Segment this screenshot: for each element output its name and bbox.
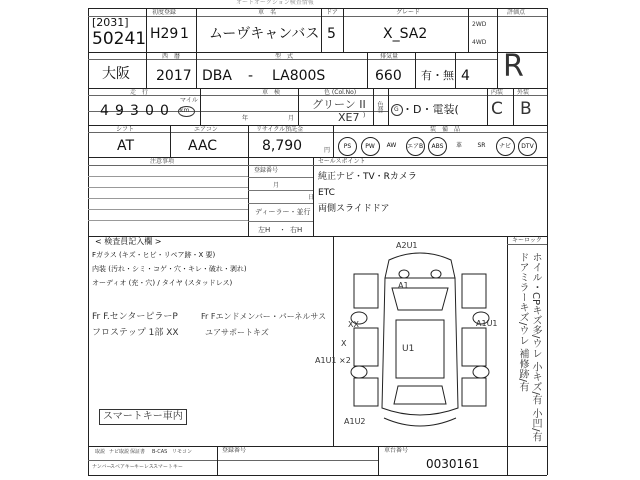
smart-key-note: スマートキー車内	[99, 409, 187, 425]
note-left-1: Fr F.センターピラーP	[92, 312, 178, 322]
keycheck-row-label: 月	[273, 182, 280, 189]
rule-right	[547, 8, 548, 475]
side-notes: ホイル・CPキズ多/ウレ 小キズ/有 小凹/有 ドアミラーキズ/ウレ 補修跡/有	[517, 252, 541, 442]
mark-bottom: A1U2	[344, 417, 366, 426]
recycle-fee: 8,790	[262, 138, 303, 154]
rear-bumper	[384, 418, 456, 426]
mileage-digit: 0	[160, 103, 169, 119]
sales-point: 両側スライドドア	[318, 204, 390, 214]
bottom-label: ナビ取説	[109, 449, 130, 455]
equipment-item: AW	[386, 142, 397, 149]
mileage-digit: 9	[115, 103, 124, 119]
inspection-title: < 検査員記入欄 >	[95, 237, 162, 246]
mileage-digit: 3	[130, 103, 139, 119]
right-quarter	[462, 378, 486, 406]
mark-left-upper: XX	[348, 320, 359, 329]
bottom-label: 保証書	[130, 449, 146, 455]
bottom-label: キーレス	[134, 464, 154, 470]
color-marks: ・D・電装(	[402, 103, 459, 116]
glass-line: Fガラス (キズ・ヒビ・リペア跡・X 要)	[92, 251, 216, 259]
seats: 4	[461, 68, 470, 84]
mileage-digit: 0	[145, 103, 154, 119]
color-name: グリーン II	[312, 98, 366, 111]
mileage-unit: km	[180, 107, 190, 114]
chassis-number: 0030161	[426, 457, 480, 471]
mark-top: A2U1	[396, 241, 418, 250]
note-right-2: ユアサポートキズ	[205, 328, 269, 337]
lot-box-no: [2031]	[92, 16, 129, 29]
equipment-item: DTV	[518, 137, 537, 156]
audio-line: オーディオ (充・穴) / タイヤ (スタッドレス)	[92, 279, 233, 287]
aircon: AAC	[188, 138, 218, 154]
left-front-door	[354, 274, 378, 308]
keycheck-row-label: 登録番号	[254, 167, 279, 174]
rule-6	[88, 446, 547, 447]
right-rear-wheel	[473, 366, 489, 378]
equipment-item: エアB	[406, 137, 425, 156]
sales-point: 純正ナビ・TV・Rカメラ	[318, 172, 417, 182]
fuel: 有・無	[421, 69, 454, 82]
mark-left-low: A1U1 ×2	[315, 356, 351, 365]
bottom-label: ナンバー	[92, 464, 112, 470]
note-left-2: フロステップ 1部 XX	[92, 328, 179, 338]
bottom-label: スマートキー	[153, 464, 183, 470]
equipment-item: PS	[338, 137, 357, 156]
displacement: 660	[375, 68, 402, 84]
equipment-item: SR	[477, 142, 486, 149]
equipment-item: 革	[455, 142, 462, 149]
mark-left-mid: X	[341, 339, 347, 348]
exterior-score: B	[520, 99, 532, 119]
mark-center: U1	[402, 344, 415, 354]
dealer-label: ディーラー・並行	[255, 208, 311, 216]
model-code: LA800S	[272, 68, 326, 84]
model-prefix: DBA	[202, 68, 232, 84]
equipment-item: ABS	[428, 137, 447, 156]
mark-right: A1U1	[476, 319, 498, 328]
car-name: ムーヴキャンバス	[209, 26, 320, 42]
era-year: H29	[150, 26, 179, 42]
rule-bottom	[88, 475, 547, 476]
bottom-label: スペアキー	[110, 464, 135, 470]
body-outline	[382, 278, 458, 415]
left-rear-door	[354, 328, 378, 366]
left-quarter	[354, 378, 378, 406]
model-year: 2017	[156, 68, 192, 84]
rule-left	[88, 8, 89, 475]
auction-inspection-sheet: オートオークション検査情報 [2031] 50241 初度登録 H29 1 車 名 ムーヴキャンバス ドア 5 グレード X_SA2 2WD 4WD 評価点 大阪 西 暦 2017 型 式 DBA - LA800S 排気量 660 有・無 4 R 走 行 4 9 3 0 0 マイル km 車 検 年 月 色 (Col.No) グリーン II XE7 ) 色替 G ・D・電装( 内装 外装 C B シフト エアコン リサイクル預託金 装 備 品 AT AAC 8,790 円 PS PW AW エアB ABS 革 SR ナビ DTV 注意事項 登録番号 月 日 ディーラー・並行 左H ・ 右H セールスポイント 純正ナビ・TV・Rカメラ ETC 両側スライドドア < 検査員記入欄 > Fガラス (キズ・ヒビ・リペア跡・X 要) 内装 (汚れ・シミ・コゲ・穴・キレ・破れ・剥れ) オーディオ (充・穴) / タイヤ (スタッドレス) Fr F.センターピラーP フロステップ 1部 XX Fr Fエンドメンバー・パーネルサス ユアサポートキズ スマートキー車内 キーロック ホイル・CPキズ多/ウレ 小キズ/有 小凹/有 ドアミラーキズ/ウレ 補修跡/有 A2U1 A1 A1U1 XX X A1U1 ×2 U1 A1U2 取説 ナビ取説 保証書 B-CAS リモコン ナンバー スペアキー キーレス スマートキー 登録番号 車台番号 0030161	[0, 0, 640, 480]
region: 大阪	[102, 66, 130, 82]
car-diagram	[334, 238, 507, 446]
top-cut-text: オートオークション検査情報	[236, 0, 314, 6]
windshield	[392, 288, 448, 310]
rule-1	[88, 52, 547, 53]
lot-number: 50241	[92, 29, 147, 49]
bottom-label: B-CAS	[152, 449, 168, 455]
right-front-door	[462, 274, 486, 308]
mileage-digit: 4	[100, 103, 109, 119]
right-rear-door	[462, 328, 486, 366]
sales-point: ETC	[318, 188, 335, 198]
interior-line: 内装 (汚れ・シミ・コゲ・穴・キレ・破れ・剥れ)	[92, 265, 247, 273]
rule-3	[88, 125, 547, 126]
rule-2	[88, 88, 547, 89]
equipment-item: PW	[361, 137, 380, 156]
rear-window	[394, 386, 446, 404]
equipment-item: ナビ	[496, 137, 515, 156]
note-right-1: Fr Fエンドメンバー・パーネルサス	[201, 312, 327, 321]
keycheck-row-label: 日	[308, 194, 315, 201]
grade: X_SA2	[383, 26, 428, 42]
interior-score: C	[491, 99, 503, 119]
mark-hood: A1	[398, 281, 409, 290]
color-no: XE7	[338, 111, 360, 124]
bottom-label: リモコン	[172, 449, 193, 455]
eval-score: R	[503, 49, 524, 84]
hood-outline	[385, 253, 455, 278]
door-count: 5	[327, 26, 336, 42]
bottom-label: 取説	[95, 449, 106, 455]
transmission: AT	[117, 138, 135, 154]
left-rear-wheel	[351, 366, 367, 378]
reg-month: 1	[180, 26, 189, 42]
